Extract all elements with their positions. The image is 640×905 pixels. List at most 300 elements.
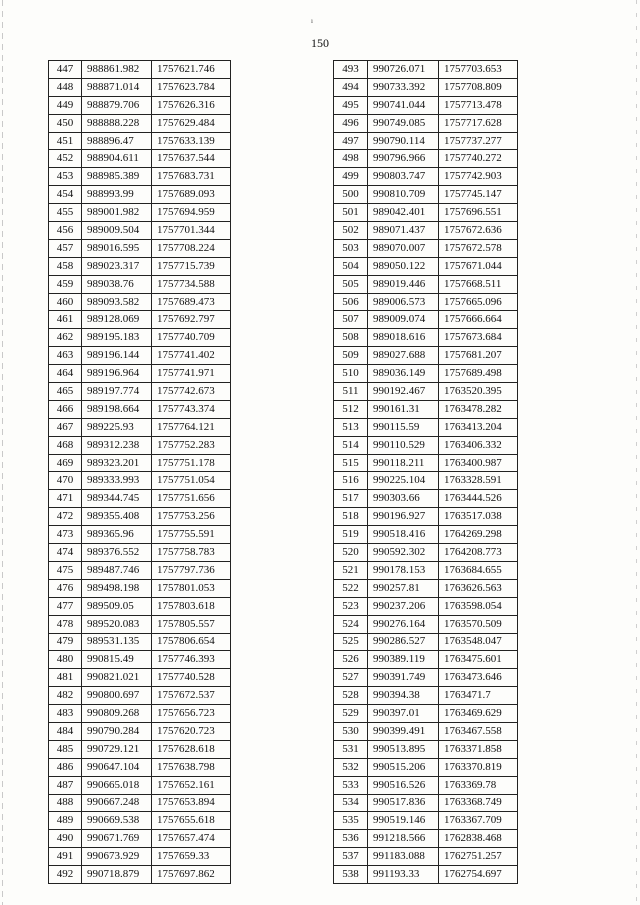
table-row <box>334 311 518 329</box>
y-coordinate-cell: 1763473.646 <box>439 669 518 687</box>
y-coordinate-cell: 1757659.33 <box>152 848 231 866</box>
point-number-cell: 512 <box>334 400 368 418</box>
y-coordinate-cell: 1757623.784 <box>152 78 231 96</box>
y-coordinate-cell: 1757758.783 <box>152 544 231 562</box>
table-row <box>49 383 231 401</box>
table-row <box>334 508 518 526</box>
x-coordinate-cell: 989487.746 <box>82 561 152 579</box>
y-coordinate-cell: 1763369.78 <box>439 776 518 794</box>
table-row <box>334 633 518 651</box>
x-coordinate-cell: 989009.074 <box>368 311 439 329</box>
x-coordinate-cell: 990519.146 <box>368 812 439 830</box>
y-coordinate-cell: 1757689.498 <box>439 365 518 383</box>
y-coordinate-cell: 1757742.903 <box>439 168 518 186</box>
point-number-cell: 464 <box>49 365 82 383</box>
point-number-cell: 500 <box>334 186 368 204</box>
y-coordinate-cell: 1757740.528 <box>152 669 231 687</box>
x-coordinate-cell: 990257.81 <box>368 579 439 597</box>
point-number-cell: 473 <box>49 526 82 544</box>
point-number-cell: 507 <box>334 311 368 329</box>
x-coordinate-cell: 990718.879 <box>82 866 152 884</box>
y-coordinate-cell: 1757692.797 <box>152 311 231 329</box>
x-coordinate-cell: 988879.706 <box>82 96 152 114</box>
table-row <box>49 812 231 830</box>
x-coordinate-cell: 990665.018 <box>82 776 152 794</box>
x-coordinate-cell: 990667.248 <box>82 794 152 812</box>
table-row <box>334 436 518 454</box>
point-number-cell: 493 <box>334 61 368 79</box>
y-coordinate-cell: 1757689.093 <box>152 186 231 204</box>
point-number-cell: 483 <box>49 705 82 723</box>
point-number-cell: 513 <box>334 418 368 436</box>
table-row <box>49 794 231 812</box>
x-coordinate-cell: 990178.153 <box>368 561 439 579</box>
y-coordinate-cell: 1763328.591 <box>439 472 518 490</box>
coordinates-table-right <box>333 60 518 884</box>
x-coordinate-cell: 990821.021 <box>82 669 152 687</box>
x-coordinate-cell: 989006.573 <box>368 293 439 311</box>
point-number-cell: 451 <box>49 132 82 150</box>
x-coordinate-cell: 990192.467 <box>368 383 439 401</box>
x-coordinate-cell: 990673.929 <box>82 848 152 866</box>
point-number-cell: 501 <box>334 204 368 222</box>
point-number-cell: 490 <box>49 830 82 848</box>
x-coordinate-cell: 989196.964 <box>82 365 152 383</box>
table-row <box>49 222 231 240</box>
y-coordinate-cell: 1763548.047 <box>439 633 518 651</box>
y-coordinate-cell: 1757751.656 <box>152 490 231 508</box>
point-number-cell: 489 <box>49 812 82 830</box>
x-coordinate-cell: 989196.144 <box>82 347 152 365</box>
x-coordinate-cell: 988888.228 <box>82 114 152 132</box>
x-coordinate-cell: 989038.76 <box>82 275 152 293</box>
y-coordinate-cell: 1762751.257 <box>439 848 518 866</box>
x-coordinate-cell: 989509.05 <box>82 597 152 615</box>
point-number-cell: 526 <box>334 651 368 669</box>
table-row <box>49 579 231 597</box>
table-row <box>334 740 518 758</box>
table-row <box>334 383 518 401</box>
table-row <box>49 168 231 186</box>
x-coordinate-cell: 989050.122 <box>368 257 439 275</box>
point-number-cell: 502 <box>334 222 368 240</box>
table-row <box>334 347 518 365</box>
y-coordinate-cell: 1763368.749 <box>439 794 518 812</box>
table-row <box>334 96 518 114</box>
y-coordinate-cell: 1763520.395 <box>439 383 518 401</box>
x-coordinate-cell: 988993.99 <box>82 186 152 204</box>
table-row <box>49 61 231 79</box>
point-number-cell: 478 <box>49 615 82 633</box>
y-coordinate-cell: 1757696.551 <box>439 204 518 222</box>
point-number-cell: 471 <box>49 490 82 508</box>
table-row <box>334 400 518 418</box>
table-row <box>334 132 518 150</box>
table-row <box>49 436 231 454</box>
point-number-cell: 480 <box>49 651 82 669</box>
table-row <box>334 114 518 132</box>
x-coordinate-cell: 989070.007 <box>368 239 439 257</box>
point-number-cell: 452 <box>49 150 82 168</box>
table-row <box>49 830 231 848</box>
y-coordinate-cell: 1763413.204 <box>439 418 518 436</box>
point-number-cell: 457 <box>49 239 82 257</box>
table-row <box>49 544 231 562</box>
table-row <box>49 669 231 687</box>
point-number-cell: 532 <box>334 758 368 776</box>
table-row <box>334 812 518 830</box>
x-coordinate-cell: 989018.616 <box>368 329 439 347</box>
y-coordinate-cell: 1763467.558 <box>439 722 518 740</box>
y-coordinate-cell: 1757708.809 <box>439 78 518 96</box>
stray-mark: ı <box>311 17 313 25</box>
table-row <box>334 830 518 848</box>
table-row <box>334 418 518 436</box>
x-coordinate-cell: 989365.96 <box>82 526 152 544</box>
y-coordinate-cell: 1762838.468 <box>439 830 518 848</box>
table-row <box>49 848 231 866</box>
y-coordinate-cell: 1763570.509 <box>439 615 518 633</box>
x-coordinate-cell: 990517.836 <box>368 794 439 812</box>
table-row <box>49 472 231 490</box>
x-coordinate-cell: 989376.552 <box>82 544 152 562</box>
table-row <box>334 526 518 544</box>
x-coordinate-cell: 990810.709 <box>368 186 439 204</box>
x-coordinate-cell: 989225.93 <box>82 418 152 436</box>
x-coordinate-cell: 990225.104 <box>368 472 439 490</box>
table-row <box>49 150 231 168</box>
table-row <box>334 597 518 615</box>
point-number-cell: 529 <box>334 705 368 723</box>
x-coordinate-cell: 990669.538 <box>82 812 152 830</box>
point-number-cell: 505 <box>334 275 368 293</box>
x-coordinate-cell: 990671.769 <box>82 830 152 848</box>
y-coordinate-cell: 1763400.987 <box>439 454 518 472</box>
point-number-cell: 499 <box>334 168 368 186</box>
y-coordinate-cell: 1757753.256 <box>152 508 231 526</box>
x-coordinate-cell: 991218.566 <box>368 830 439 848</box>
point-number-cell: 481 <box>49 669 82 687</box>
table-row <box>334 615 518 633</box>
y-coordinate-cell: 1757703.653 <box>439 61 518 79</box>
table-row <box>334 561 518 579</box>
point-number-cell: 465 <box>49 383 82 401</box>
table-row <box>49 561 231 579</box>
y-coordinate-cell: 1757652.161 <box>152 776 231 794</box>
point-number-cell: 492 <box>49 866 82 884</box>
y-coordinate-cell: 1757717.628 <box>439 114 518 132</box>
table-row <box>334 866 518 884</box>
table-row <box>49 526 231 544</box>
y-coordinate-cell: 1757637.544 <box>152 150 231 168</box>
y-coordinate-cell: 1763367.709 <box>439 812 518 830</box>
point-number-cell: 488 <box>49 794 82 812</box>
x-coordinate-cell: 991193.33 <box>368 866 439 884</box>
x-coordinate-cell: 990237.206 <box>368 597 439 615</box>
x-coordinate-cell: 989001.982 <box>82 204 152 222</box>
y-coordinate-cell: 1757751.178 <box>152 454 231 472</box>
table-row <box>49 132 231 150</box>
y-coordinate-cell: 1764269.298 <box>439 526 518 544</box>
x-coordinate-cell: 990399.491 <box>368 722 439 740</box>
x-coordinate-cell: 990790.284 <box>82 722 152 740</box>
x-coordinate-cell: 990397.01 <box>368 705 439 723</box>
x-coordinate-cell: 989027.688 <box>368 347 439 365</box>
x-coordinate-cell: 990389.119 <box>368 651 439 669</box>
y-coordinate-cell: 1757740.272 <box>439 150 518 168</box>
table-row <box>334 78 518 96</box>
point-number-cell: 477 <box>49 597 82 615</box>
x-coordinate-cell: 990516.526 <box>368 776 439 794</box>
point-number-cell: 450 <box>49 114 82 132</box>
point-number-cell: 469 <box>49 454 82 472</box>
x-coordinate-cell: 989042.401 <box>368 204 439 222</box>
x-coordinate-cell: 990515.206 <box>368 758 439 776</box>
table-row <box>49 293 231 311</box>
x-coordinate-cell: 990729.121 <box>82 740 152 758</box>
x-coordinate-cell: 990803.747 <box>368 168 439 186</box>
y-coordinate-cell: 1763406.332 <box>439 436 518 454</box>
table-row <box>334 150 518 168</box>
y-coordinate-cell: 1763444.526 <box>439 490 518 508</box>
point-number-cell: 453 <box>49 168 82 186</box>
y-coordinate-cell: 1757694.959 <box>152 204 231 222</box>
table-row <box>49 866 231 884</box>
y-coordinate-cell: 1757665.096 <box>439 293 518 311</box>
point-number-cell: 460 <box>49 293 82 311</box>
point-number-cell: 535 <box>334 812 368 830</box>
y-coordinate-cell: 1757701.344 <box>152 222 231 240</box>
point-number-cell: 484 <box>49 722 82 740</box>
table-row <box>334 794 518 812</box>
point-number-cell: 538 <box>334 866 368 884</box>
table-row <box>49 114 231 132</box>
x-coordinate-cell: 989019.446 <box>368 275 439 293</box>
y-coordinate-cell: 1757734.588 <box>152 275 231 293</box>
x-coordinate-cell: 989197.774 <box>82 383 152 401</box>
table-row <box>49 329 231 347</box>
point-number-cell: 531 <box>334 740 368 758</box>
table-row <box>334 204 518 222</box>
y-coordinate-cell: 1757681.207 <box>439 347 518 365</box>
y-coordinate-cell: 1763371.858 <box>439 740 518 758</box>
x-coordinate-cell: 990110.529 <box>368 436 439 454</box>
point-number-cell: 537 <box>334 848 368 866</box>
table-row <box>49 418 231 436</box>
point-number-cell: 476 <box>49 579 82 597</box>
x-coordinate-cell: 988896.47 <box>82 132 152 150</box>
x-coordinate-cell: 990391.749 <box>368 669 439 687</box>
x-coordinate-cell: 990749.085 <box>368 114 439 132</box>
table-row <box>334 705 518 723</box>
table-row <box>334 776 518 794</box>
x-coordinate-cell: 990741.044 <box>368 96 439 114</box>
table-row <box>49 275 231 293</box>
point-number-cell: 498 <box>334 150 368 168</box>
point-number-cell: 509 <box>334 347 368 365</box>
table-row <box>49 257 231 275</box>
point-number-cell: 497 <box>334 132 368 150</box>
point-number-cell: 516 <box>334 472 368 490</box>
table-row <box>334 722 518 740</box>
y-coordinate-cell: 1757638.798 <box>152 758 231 776</box>
point-number-cell: 536 <box>334 830 368 848</box>
x-coordinate-cell: 990303.66 <box>368 490 439 508</box>
table-row <box>49 740 231 758</box>
table-row <box>49 96 231 114</box>
point-number-cell: 510 <box>334 365 368 383</box>
table-row <box>334 848 518 866</box>
table-row <box>334 454 518 472</box>
point-number-cell: 527 <box>334 669 368 687</box>
table-row <box>49 400 231 418</box>
table-row <box>334 329 518 347</box>
y-coordinate-cell: 1757752.283 <box>152 436 231 454</box>
point-number-cell: 504 <box>334 257 368 275</box>
y-coordinate-cell: 1763469.629 <box>439 705 518 723</box>
point-number-cell: 528 <box>334 687 368 705</box>
y-coordinate-cell: 1757746.393 <box>152 651 231 669</box>
point-number-cell: 495 <box>334 96 368 114</box>
point-number-cell: 530 <box>334 722 368 740</box>
x-coordinate-cell: 990790.114 <box>368 132 439 150</box>
page-number: 150 <box>311 36 329 50</box>
point-number-cell: 458 <box>49 257 82 275</box>
table-row <box>49 776 231 794</box>
y-coordinate-cell: 1763598.054 <box>439 597 518 615</box>
x-coordinate-cell: 990726.071 <box>368 61 439 79</box>
y-coordinate-cell: 1757805.557 <box>152 615 231 633</box>
x-coordinate-cell: 989531.135 <box>82 633 152 651</box>
y-coordinate-cell: 1757683.731 <box>152 168 231 186</box>
x-coordinate-cell: 989016.595 <box>82 239 152 257</box>
x-coordinate-cell: 989071.437 <box>368 222 439 240</box>
x-coordinate-cell: 990815.49 <box>82 651 152 669</box>
y-coordinate-cell: 1757655.618 <box>152 812 231 830</box>
table-row <box>49 490 231 508</box>
x-coordinate-cell: 990513.895 <box>368 740 439 758</box>
y-coordinate-cell: 1757742.673 <box>152 383 231 401</box>
y-coordinate-cell: 1757671.044 <box>439 257 518 275</box>
point-number-cell: 479 <box>49 633 82 651</box>
x-coordinate-cell: 989344.745 <box>82 490 152 508</box>
scan-edge-left <box>2 0 3 905</box>
y-coordinate-cell: 1757620.723 <box>152 722 231 740</box>
x-coordinate-cell: 989323.201 <box>82 454 152 472</box>
y-coordinate-cell: 1763684.655 <box>439 561 518 579</box>
y-coordinate-cell: 1763517.038 <box>439 508 518 526</box>
y-coordinate-cell: 1757737.277 <box>439 132 518 150</box>
table-row <box>49 311 231 329</box>
table-row <box>334 239 518 257</box>
table-row <box>334 365 518 383</box>
point-number-cell: 515 <box>334 454 368 472</box>
table-row <box>49 204 231 222</box>
y-coordinate-cell: 1757806.654 <box>152 633 231 651</box>
y-coordinate-cell: 1757697.862 <box>152 866 231 884</box>
table-row <box>334 490 518 508</box>
x-coordinate-cell: 991183.088 <box>368 848 439 866</box>
point-number-cell: 463 <box>49 347 82 365</box>
x-coordinate-cell: 989355.408 <box>82 508 152 526</box>
y-coordinate-cell: 1757751.054 <box>152 472 231 490</box>
table-row <box>49 615 231 633</box>
point-number-cell: 524 <box>334 615 368 633</box>
x-coordinate-cell: 989128.069 <box>82 311 152 329</box>
y-coordinate-cell: 1757626.316 <box>152 96 231 114</box>
point-number-cell: 522 <box>334 579 368 597</box>
point-number-cell: 472 <box>49 508 82 526</box>
x-coordinate-cell: 990796.966 <box>368 150 439 168</box>
table-row <box>334 758 518 776</box>
y-coordinate-cell: 1757629.484 <box>152 114 231 132</box>
table-row <box>49 633 231 651</box>
point-number-cell: 519 <box>334 526 368 544</box>
y-coordinate-cell: 1757672.578 <box>439 239 518 257</box>
point-number-cell: 482 <box>49 687 82 705</box>
point-number-cell: 485 <box>49 740 82 758</box>
table-row <box>334 687 518 705</box>
x-coordinate-cell: 989520.083 <box>82 615 152 633</box>
y-coordinate-cell: 1757689.473 <box>152 293 231 311</box>
point-number-cell: 462 <box>49 329 82 347</box>
point-number-cell: 517 <box>334 490 368 508</box>
y-coordinate-cell: 1757657.474 <box>152 830 231 848</box>
y-coordinate-cell: 1763478.282 <box>439 400 518 418</box>
point-number-cell: 456 <box>49 222 82 240</box>
x-coordinate-cell: 989198.664 <box>82 400 152 418</box>
x-coordinate-cell: 988904.611 <box>82 150 152 168</box>
y-coordinate-cell: 1757708.224 <box>152 239 231 257</box>
y-coordinate-cell: 1757668.511 <box>439 275 518 293</box>
point-number-cell: 503 <box>334 239 368 257</box>
y-coordinate-cell: 1757755.591 <box>152 526 231 544</box>
point-number-cell: 475 <box>49 561 82 579</box>
table-row <box>49 722 231 740</box>
table-row <box>49 687 231 705</box>
x-coordinate-cell: 990733.392 <box>368 78 439 96</box>
y-coordinate-cell: 1764208.773 <box>439 544 518 562</box>
table-row <box>334 579 518 597</box>
x-coordinate-cell: 989333.993 <box>82 472 152 490</box>
table-row <box>49 365 231 383</box>
table-row <box>334 275 518 293</box>
y-coordinate-cell: 1763626.563 <box>439 579 518 597</box>
point-number-cell: 520 <box>334 544 368 562</box>
x-coordinate-cell: 990161.31 <box>368 400 439 418</box>
y-coordinate-cell: 1763475.601 <box>439 651 518 669</box>
point-number-cell: 533 <box>334 776 368 794</box>
y-coordinate-cell: 1757797.736 <box>152 561 231 579</box>
point-number-cell: 511 <box>334 383 368 401</box>
table-row <box>49 78 231 96</box>
table-row <box>334 293 518 311</box>
table-row <box>49 705 231 723</box>
x-coordinate-cell: 988861.982 <box>82 61 152 79</box>
table-row <box>334 257 518 275</box>
table-row <box>334 651 518 669</box>
point-number-cell: 494 <box>334 78 368 96</box>
x-coordinate-cell: 990196.927 <box>368 508 439 526</box>
x-coordinate-cell: 990592.302 <box>368 544 439 562</box>
point-number-cell: 506 <box>334 293 368 311</box>
x-coordinate-cell: 990118.211 <box>368 454 439 472</box>
y-coordinate-cell: 1757628.618 <box>152 740 231 758</box>
point-number-cell: 454 <box>49 186 82 204</box>
point-number-cell: 534 <box>334 794 368 812</box>
y-coordinate-cell: 1762754.697 <box>439 866 518 884</box>
x-coordinate-cell: 989036.149 <box>368 365 439 383</box>
